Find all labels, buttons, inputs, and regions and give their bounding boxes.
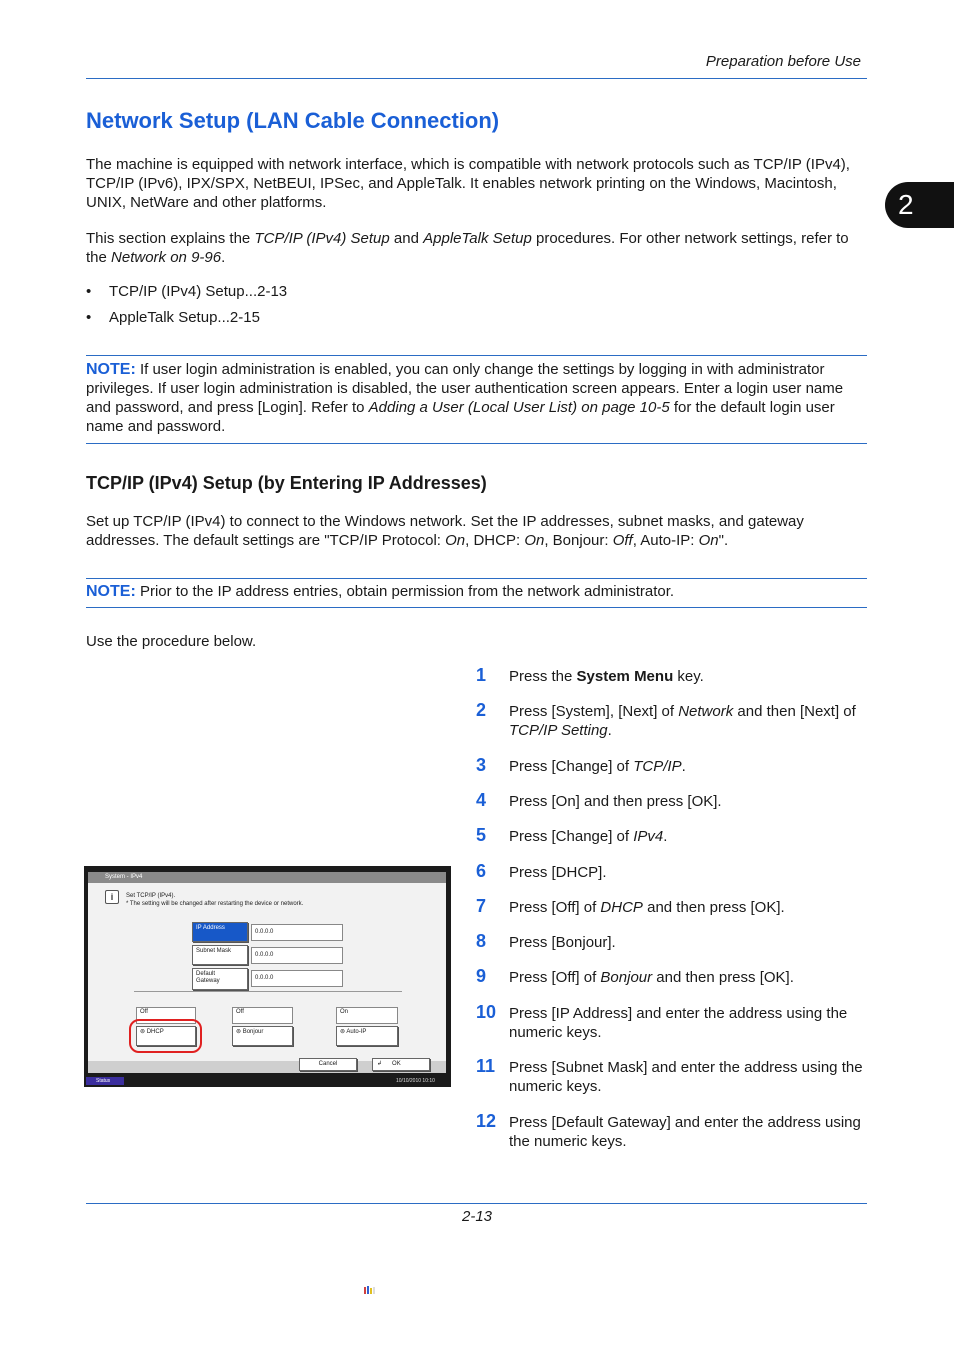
step-text: Press [Off] of DHCP and then press [OK]. [509, 899, 785, 916]
step-number: 12 [476, 1111, 497, 1131]
note-block: NOTE: If user login administration is enabled, you can only change the settings by logging in with administrator privileges. If user login administration is disabled, the user authentication screen appears. Enter a login user name and password, and press [Login]. Refer to Adding a User (Local User List) on page 10-5 for the default login user name and password. [86, 361, 844, 435]
note-block: NOTE: Prior to the IP address entries, obtain permission from the network administrator. [86, 583, 675, 600]
step-number: 7 [476, 896, 487, 916]
step-text: Press the System Menu key. [509, 668, 704, 685]
note-rule-top [86, 355, 867, 356]
step-text: Press [Default Gateway] and enter the address using the numeric keys. [509, 1114, 861, 1150]
dhcp-state: Off [136, 1007, 196, 1024]
subsection-title: TCP/IP (IPv4) Setup (by Entering IP Addresses) [86, 473, 487, 493]
gateway-label-line2: Gateway [196, 978, 220, 984]
autoip-state: On [336, 1007, 398, 1024]
step-text: Press [Change] of TCP/IP. [509, 758, 686, 775]
bonjour-button[interactable]: ⊚ Bonjour [232, 1026, 293, 1046]
enter-icon: ↲ [377, 1061, 383, 1067]
dhcp-button[interactable]: ⊚ DHCP [136, 1026, 196, 1046]
screen-datetime: 10/10/2010 10:10 [396, 1078, 435, 1084]
intro-paragraph-2: This section explains the TCP/IP (IPv4) Setup and AppleTalk Setup procedures. For other network settings, refer to the Network on 9-96. [86, 230, 849, 266]
default-gateway-button[interactable] [192, 968, 248, 990]
step-text: Press [Bonjour]. [509, 934, 616, 951]
toner-level-icon [364, 1286, 376, 1294]
step-number: 4 [476, 790, 487, 810]
status-bar [84, 1075, 451, 1087]
running-header: Preparation before Use [705, 53, 861, 70]
step-number: 8 [476, 931, 487, 951]
note-rule-bottom [86, 607, 867, 608]
default-gateway-field[interactable]: 0.0.0.0 [251, 970, 343, 987]
ip-address-button[interactable]: IP Address [192, 922, 248, 942]
screen-divider [134, 991, 402, 992]
page-number: 2-13 [461, 1208, 493, 1225]
autoip-button[interactable]: ⊚ Auto-IP [336, 1026, 398, 1046]
step-number: 2 [476, 700, 487, 720]
step-text: Press [Change] of IPv4. [509, 828, 668, 845]
cancel-button[interactable]: Cancel [299, 1058, 357, 1071]
device-screen-illustration [84, 866, 451, 1087]
screen-title: System - IPv4 [88, 872, 446, 883]
ip-address-field[interactable]: 0.0.0.0 [251, 924, 343, 941]
footer-rule [86, 1203, 867, 1204]
step-number: 9 [476, 966, 487, 986]
screen-message-note: * The setting will be changed after restarting the device or network. [126, 901, 304, 907]
step-text: Press [Subnet Mask] and enter the address using the numeric keys. [509, 1059, 863, 1095]
intro-paragraph-1: The machine is equipped with network interface, which is compatible with network protocols such as TCP/IP (IPv4), TCP/IP (IPv6), IPX/SPX, NetBEUI, IPSec, and AppleTalk. It enables network printing on the Windows, Macintosh, UNIX, NetWare and other platforms. [86, 156, 850, 211]
bullet-item: • AppleTalk Setup...2-15 [86, 309, 260, 326]
section-title: Network Setup (LAN Cable Connection) [86, 108, 500, 133]
step-number: 10 [476, 1002, 497, 1022]
step-number: 11 [476, 1056, 496, 1076]
bullet-item: • TCP/IP (IPv4) Setup...2-13 [86, 283, 288, 300]
step-number: 5 [476, 825, 487, 845]
status-button[interactable]: Status [86, 1077, 124, 1085]
dhcp-highlight-ring [129, 1019, 202, 1053]
info-icon: i [105, 890, 119, 904]
step-text: Press [Off] of Bonjour and then press [OK]. [509, 969, 794, 986]
ok-button[interactable]: ↲ OK [372, 1058, 430, 1071]
step-text: Press [IP Address] and enter the address using the numeric keys. [509, 1005, 848, 1041]
gateway-label-line1: Default [196, 971, 216, 977]
subnet-mask-button[interactable]: Subnet Mask [192, 945, 248, 965]
step-text: Press [System], [Next] of Network and then [Next] of TCP/IP Setting. [509, 703, 856, 739]
bonjour-state: Off [232, 1007, 293, 1024]
step-text: Press [DHCP]. [509, 864, 607, 881]
subnet-mask-field[interactable]: 0.0.0.0 [251, 947, 343, 964]
step-number: 1 [476, 665, 487, 685]
note-rule-bottom [86, 443, 867, 444]
step-text: Press [On] and then press [OK]. [509, 793, 722, 810]
step-number: 3 [476, 755, 487, 775]
screen-message: Set TCP/IP (IPv4). [126, 893, 176, 899]
step-number: 6 [476, 861, 487, 881]
procedure-intro: Use the procedure below. [86, 633, 257, 650]
subsection-paragraph: Set up TCP/IP (IPv4) to connect to the Windows network. Set the IP addresses, subnet masks, and gateway addresses. The default settings are "TCP/IP Protocol: On, DHCP: On, Bonjour: Off, Auto-IP: On". [86, 513, 804, 549]
header-rule [86, 78, 867, 79]
note-rule-top [86, 578, 867, 579]
chapter-tab: 2 [885, 182, 954, 228]
